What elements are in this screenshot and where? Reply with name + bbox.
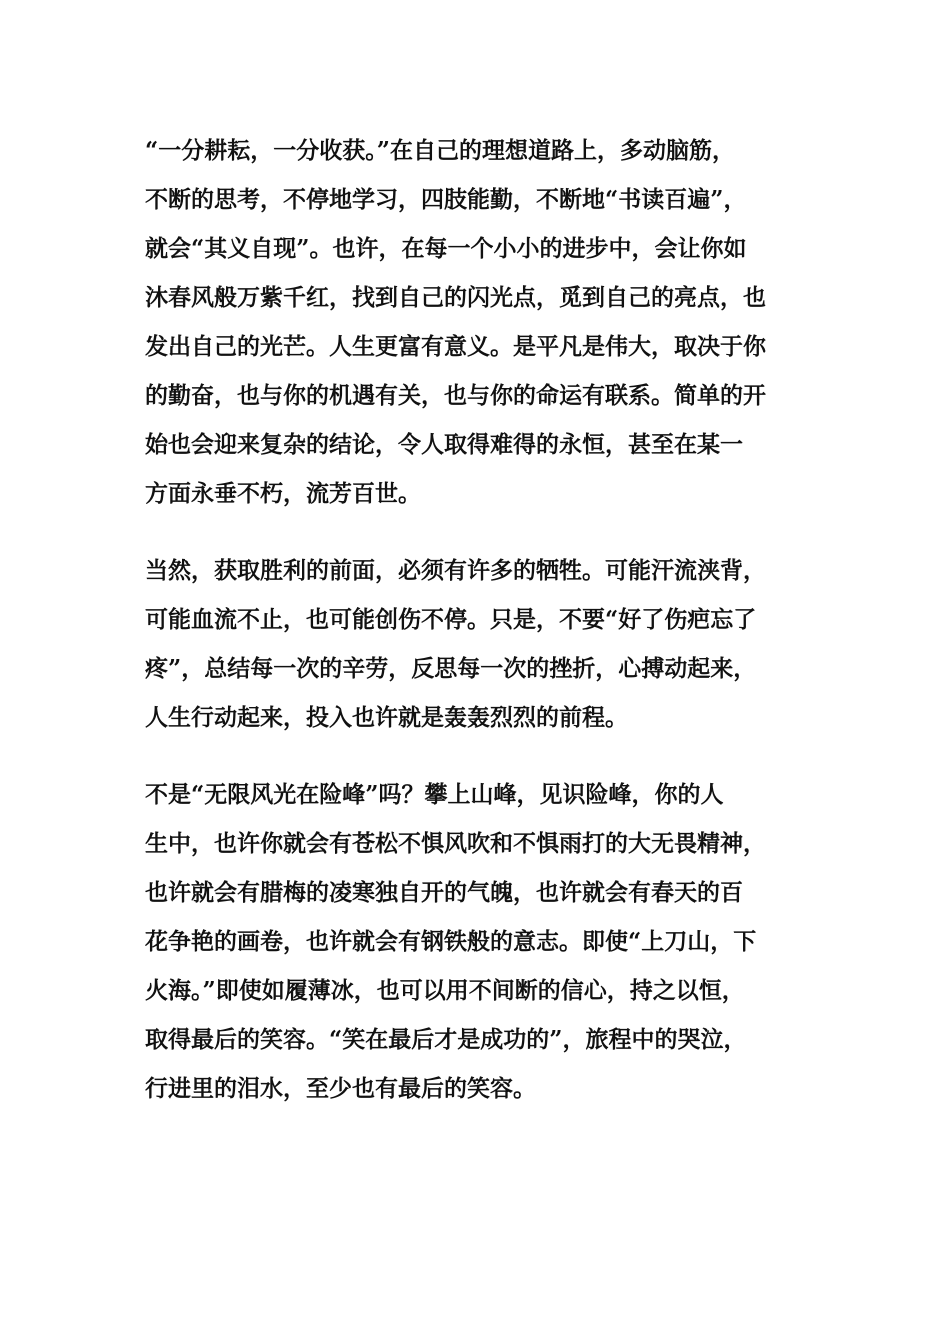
paragraph-1 [145, 126, 825, 518]
paragraph-3 [145, 770, 825, 1113]
text-line: 就会“其义自现”。也许，在每一个小小的进步中，会让你如 [145, 235, 747, 262]
text-line: 方面永垂不朽，流芳百世。 [145, 480, 421, 507]
text-line: 也许就会有腊梅的凌寒独自开的气魄，也许就会有春天的百 [145, 879, 743, 906]
text-line: 生中，也许你就会有苍松不惧风吹和不惧雨打的大无畏精神， [145, 830, 766, 857]
text-line: 行进里的泪水，至少也有最后的笑容。 [145, 1075, 536, 1102]
text-line: 人生行动起来，投入也许就是轰轰烈烈的前程。 [145, 704, 628, 731]
text-line: 取得最后的笑容。“笑在最后才是成功的”，旅程中的哭泣， [145, 1026, 747, 1053]
paragraph-2 [145, 546, 825, 742]
text-line: 的勤奋，也与你的机遇有关，也与你的命运有联系。简单的开 [145, 382, 766, 409]
text-line: 火海。”即使如履薄冰，也可以用不间断的信心，持之以恒， [145, 977, 745, 1004]
text-line: 花争艳的画卷，也许就会有钢铁般的意志。即使“上刀山，下 [145, 928, 757, 955]
text-line: 不是“无限风光在险峰”吗？攀上山峰，见识险峰，你的人 [145, 781, 724, 808]
text-line: 可能血流不止，也可能创伤不停。只是，不要“好了伤疤忘了 [145, 606, 757, 633]
text-line: 始也会迎来复杂的结论，令人取得难得的永恒，甚至在某一 [145, 431, 743, 458]
text-line: 不断的思考，不停地学习，四肢能勤，不断地“书读百遍”， [145, 186, 747, 213]
text-line: “一分耕耘，一分收获。”在自己的理想道路上，多动脑筋， [145, 137, 735, 164]
text-line: 当然，获取胜利的前面，必须有许多的牺牲。可能汗流浃背， [145, 557, 766, 584]
text-line: 沐春风般万紫千红，找到自己的闪光点，觅到自己的亮点，也 [145, 284, 766, 311]
document-body [145, 126, 825, 1141]
text-line: 发出自己的光芒。人生更富有意义。是平凡是伟大，取决于你 [145, 333, 766, 360]
text-line: 疼”，总结每一次的辛劳，反思每一次的挫折，心搏动起来， [145, 655, 757, 682]
